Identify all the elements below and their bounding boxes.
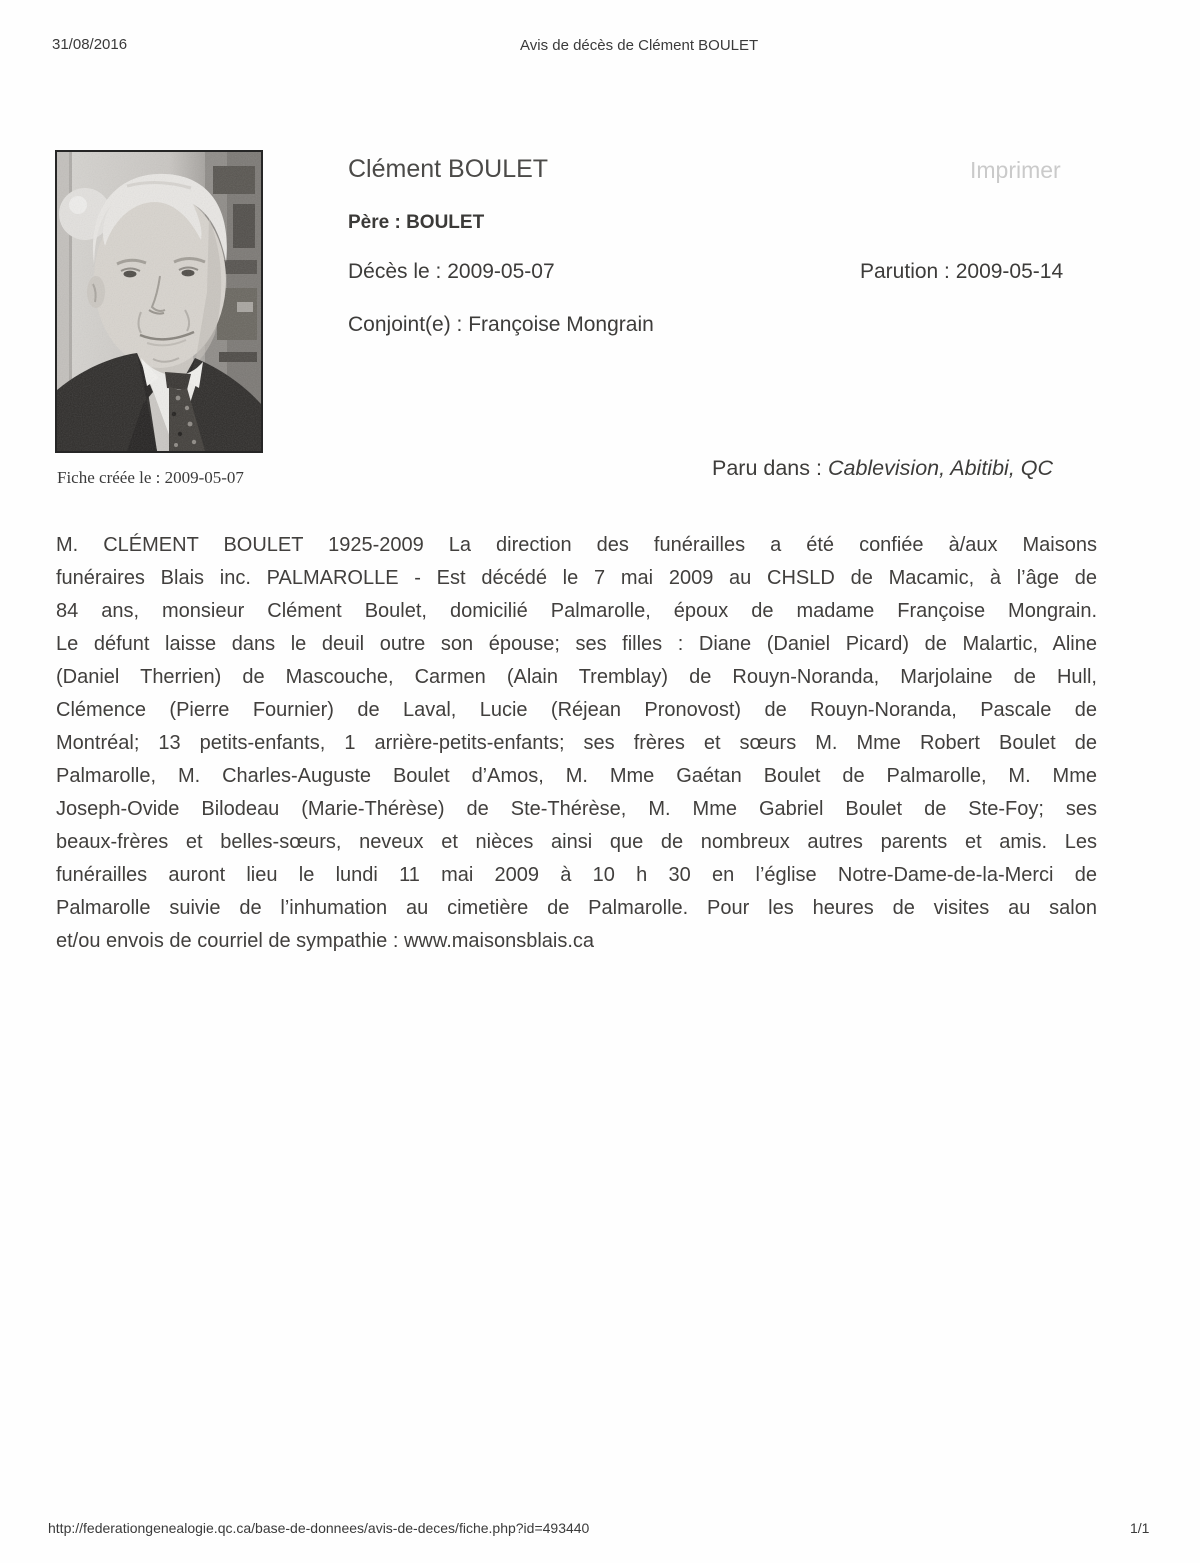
publication-date-line: Parution : 2009-05-14 (860, 260, 1064, 283)
deceased-name: Clément BOULET (348, 155, 549, 183)
spouse-line: Conjoint(e) : Françoise Mongrain (348, 313, 654, 336)
obituary-line: funéraires Blais inc. PALMAROLLE - Est décédé le 7 mai 2009 au CHSLD de Macamic, à l’âge de (56, 567, 1097, 589)
page-number: 1/1 (1130, 1520, 1150, 1536)
source-url: http://federationgenealogie.qc.ca/base-de-donnees/avis-de-deces/fiche.php?id=493440 (48, 1520, 590, 1536)
record-created-date: Fiche créée le : 2009-05-07 (57, 468, 244, 487)
obituary-line: Le défunt laisse dans le deuil outre son épouse; ses filles : Diane (Daniel Picard) de Malartic, Aline (56, 633, 1097, 655)
obituary-line: (Daniel Therrien) de Mascouche, Carmen (Alain Tremblay) de Rouyn-Noranda, Marjolaine de Hull, (56, 666, 1097, 688)
print-date: 31/08/2016 (52, 36, 128, 53)
obituary-line: 84 ans, monsieur Clément Boulet, domicilié Palmarolle, époux de madame Françoise Mongrain. (56, 600, 1097, 622)
portrait-illustration (57, 152, 261, 451)
print-link[interactable]: Imprimer (970, 157, 1061, 183)
obituary-line: Clémence (Pierre Fournier) de Laval, Lucie (Réjean Pronovost) de Rouyn-Noranda, Pascale de (56, 699, 1097, 721)
obituary-line: Palmarolle suivie de l’inhumation au cimetière de Palmarolle. Pour les heures de visites au salon (56, 897, 1097, 919)
obituary-text (56, 529, 1097, 958)
death-date-line: Décès le : 2009-05-07 (348, 260, 555, 283)
obituary-line: beaux-frères et belles-sœurs, neveux et nièces ainsi que de nombreux autres parents et amis. Les (56, 831, 1097, 853)
portrait-photo (55, 150, 263, 453)
obituary-line: Palmarolle, M. Charles-Auguste Boulet d’Amos, M. Mme Gaétan Boulet de Palmarolle, M. Mme (56, 765, 1097, 787)
page-title: Avis de décès de Clément BOULET (520, 37, 759, 54)
published-in-label: Paru dans : (712, 456, 822, 480)
published-in-value: Cablevision, Abitibi, QC (827, 456, 1054, 480)
photo-grain-overlay (57, 152, 261, 451)
obituary-line: M. CLÉMENT BOULET 1925-2009 La direction des funérailles a été confiée à/aux Maisons (56, 534, 1097, 556)
obituary-line: Joseph-Ovide Bilodeau (Marie-Thérèse) de Ste-Thérèse, M. Mme Gabriel Boulet de Ste-Foy; ses (56, 798, 1097, 820)
published-in-line (712, 456, 1053, 481)
obituary-line: funérailles auront lieu le lundi 11 mai 2009 à 10 h 30 en l’église Notre-Dame-de-la-Merci de (56, 864, 1097, 886)
obituary-line: et/ou envois de courriel de sympathie : www.maisonsblais.ca (56, 930, 595, 952)
obituary-line: Montréal; 13 petits-enfants, 1 arrière-petits-enfants; ses frères et sœurs M. Mme Robert Boulet de (56, 732, 1097, 754)
father-line: Père : BOULET (348, 212, 485, 233)
